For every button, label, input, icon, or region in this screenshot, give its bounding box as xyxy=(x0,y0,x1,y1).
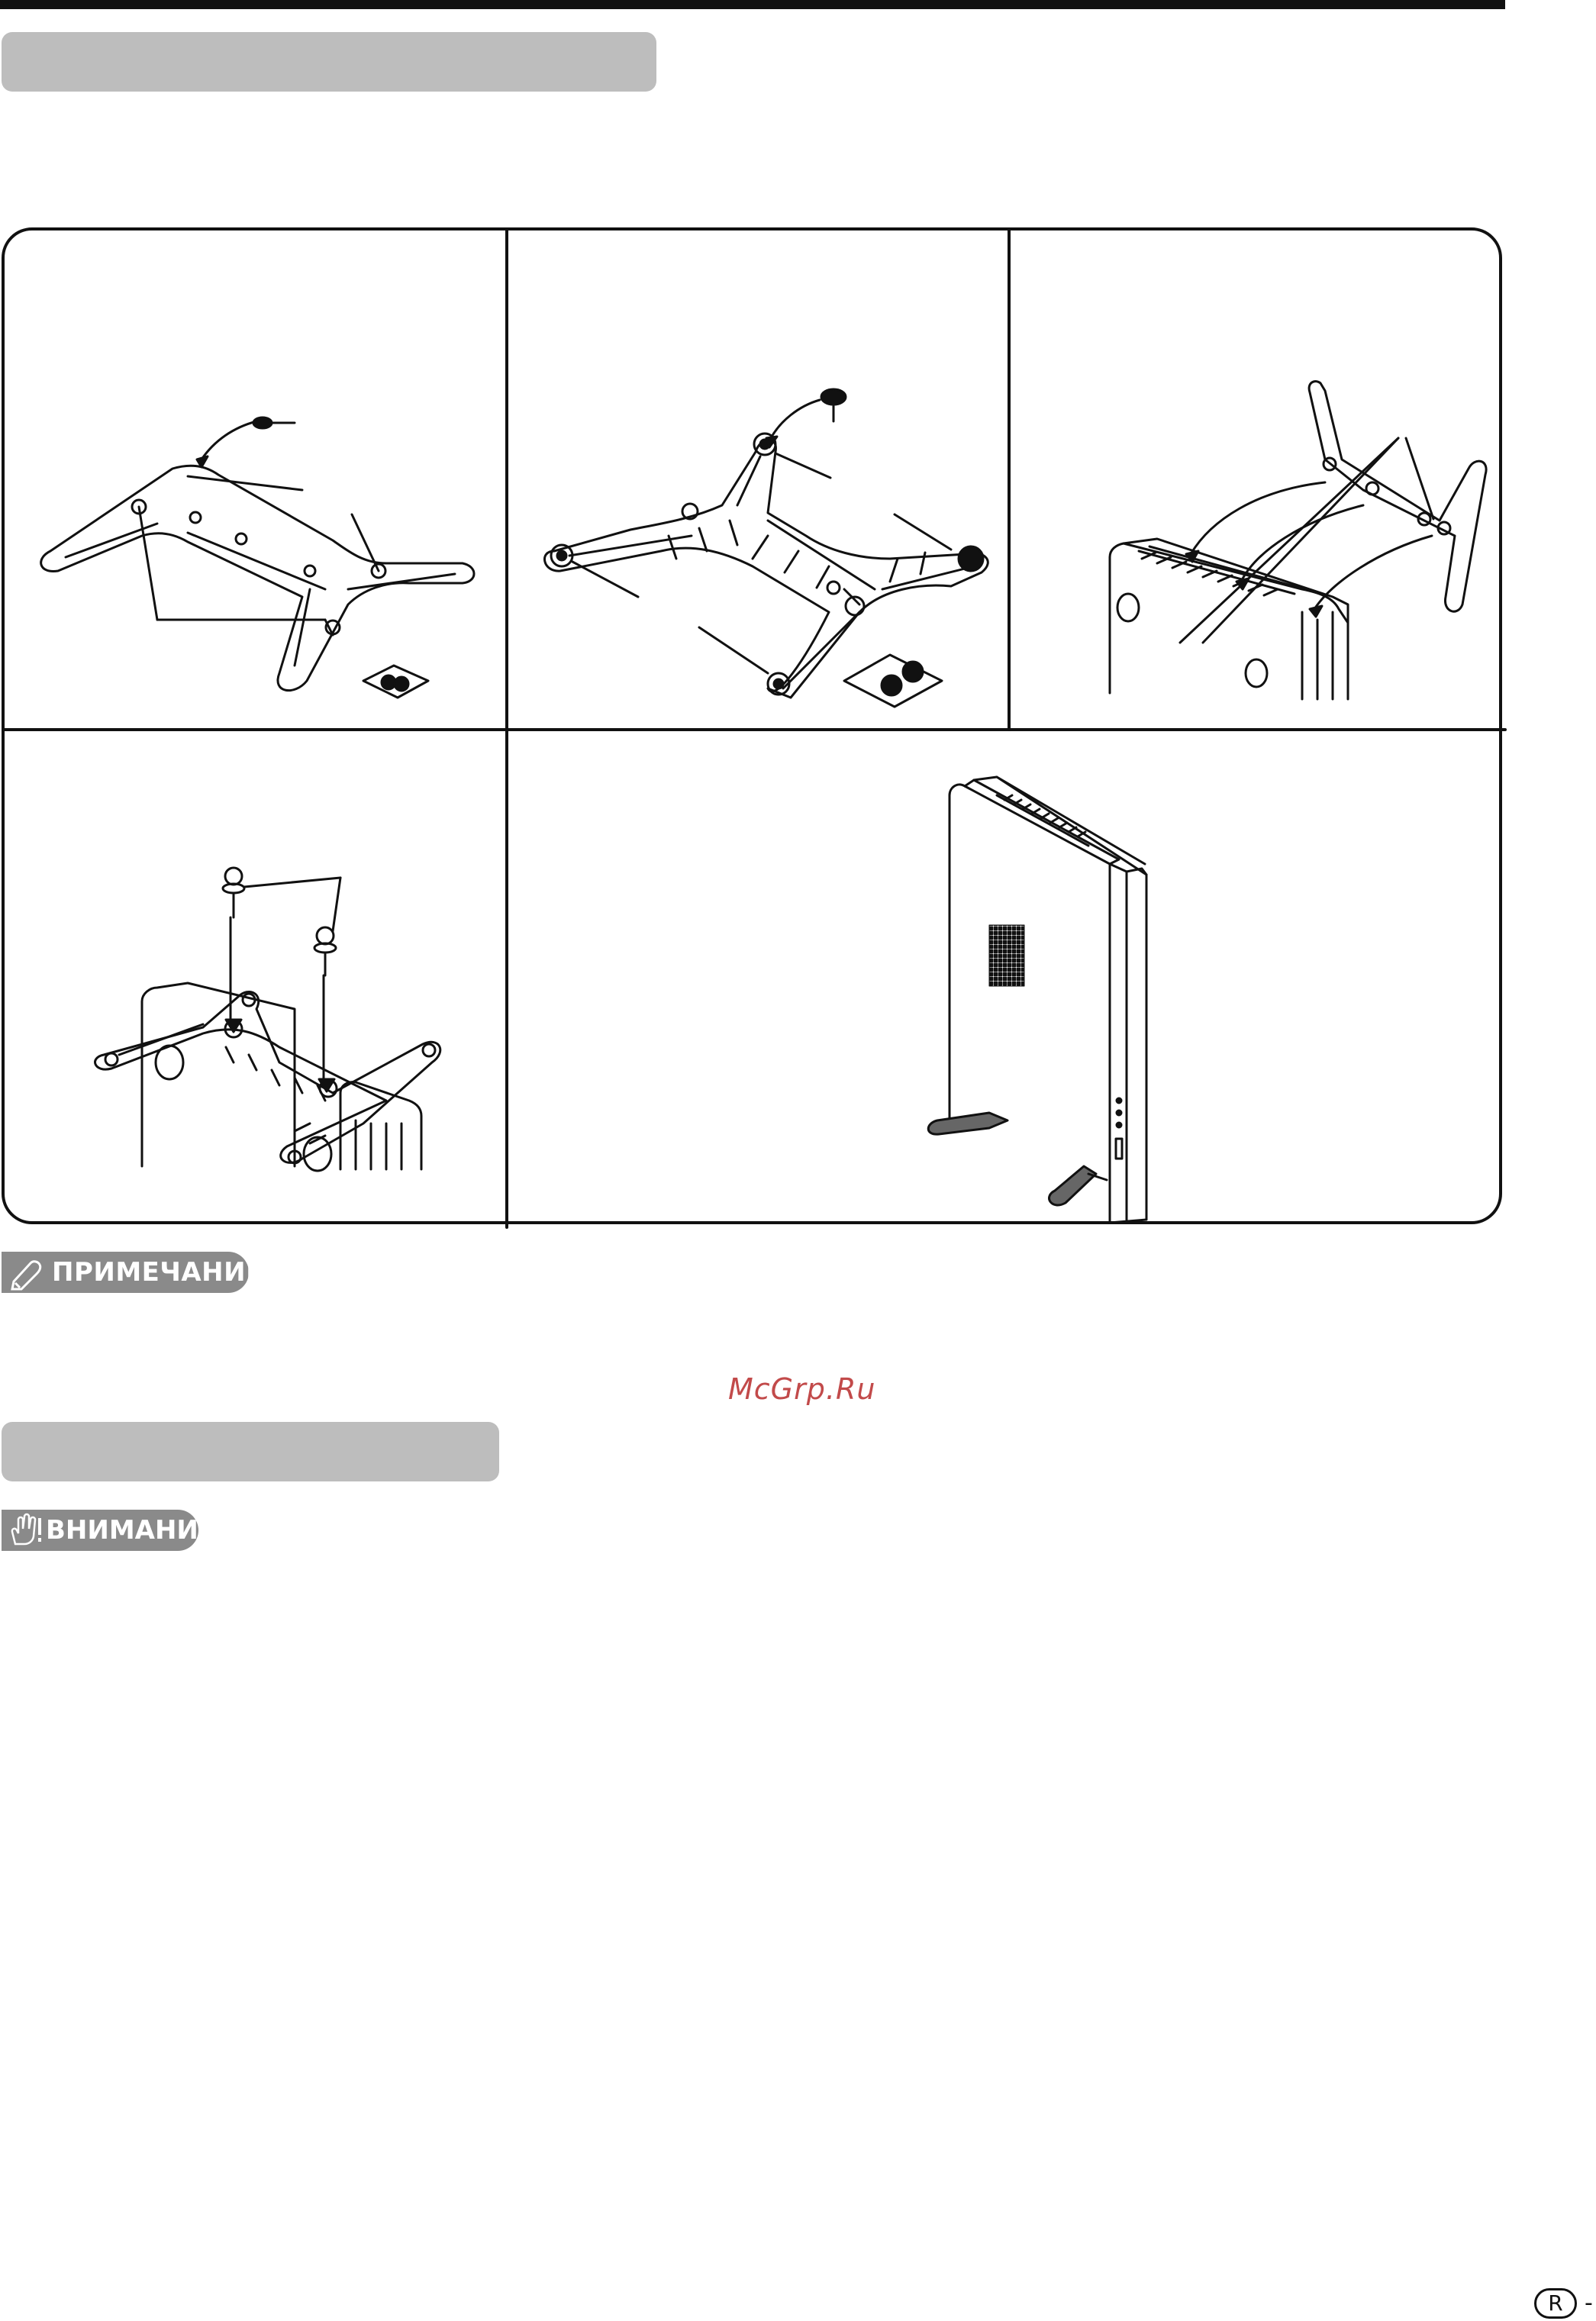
step-4-screws xyxy=(95,868,440,1171)
hand-icon xyxy=(8,1513,44,1547)
caution-badge xyxy=(2,1510,217,1551)
caution-label: ВНИМАНИЕ xyxy=(46,1515,217,1546)
page-number-marker xyxy=(1534,2288,1596,2321)
step-2-stand-underside xyxy=(545,389,988,707)
step-3-attach-to-tv xyxy=(1110,382,1486,699)
note-label: ПРИМЕЧАНИЕ xyxy=(52,1257,264,1288)
page-dash: - xyxy=(1585,2290,1593,2316)
pencil-icon xyxy=(8,1256,47,1289)
section-heading-bar-2 xyxy=(2,1422,499,1481)
step-5-assembled-tv xyxy=(928,777,1146,1223)
region-mark: R xyxy=(1534,2288,1577,2319)
watermark-text: McGrp.Ru xyxy=(728,1372,876,1406)
note-badge xyxy=(2,1252,264,1293)
step-1-stand-base xyxy=(41,417,474,698)
top-rule xyxy=(0,0,1505,9)
section-heading-bar-1 xyxy=(2,32,656,92)
assembly-illustration xyxy=(5,230,1505,1227)
